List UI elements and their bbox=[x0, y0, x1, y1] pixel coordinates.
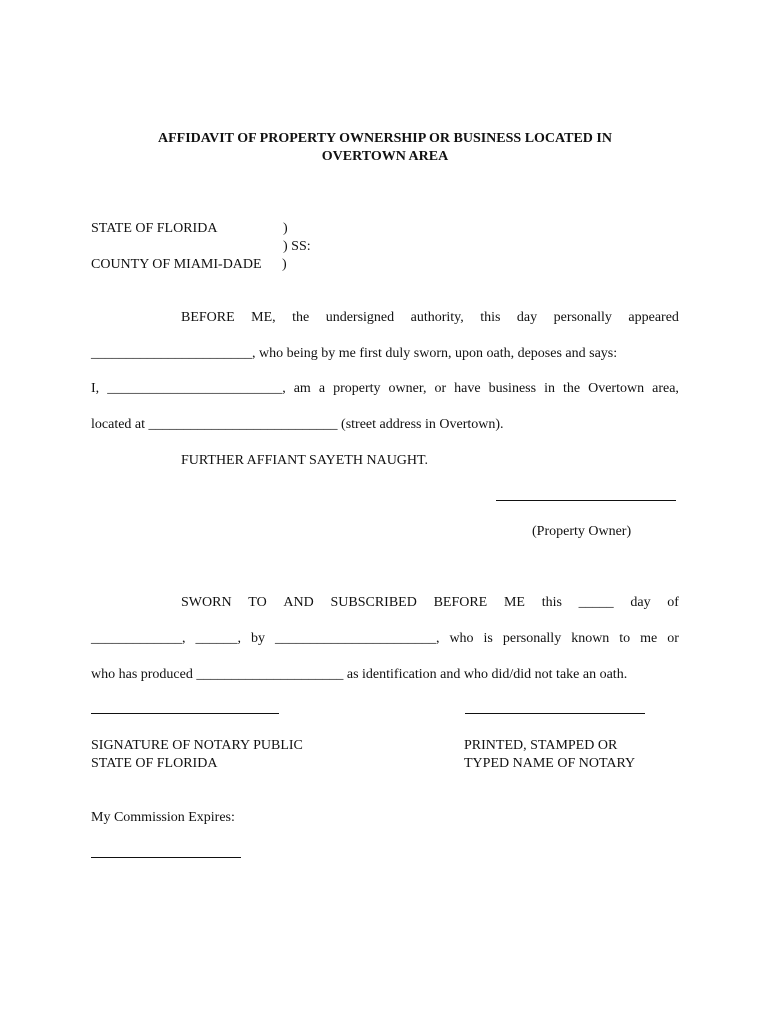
justified-word: who bbox=[449, 631, 474, 646]
sworn-line3 bbox=[91, 666, 627, 684]
para2-line2-suffix: (street address in Overtown). bbox=[341, 417, 504, 432]
venue-paren: ) bbox=[283, 221, 288, 236]
justified-word: personally bbox=[502, 631, 562, 646]
para1-line2 bbox=[91, 345, 617, 363]
sworn-line2 bbox=[91, 631, 679, 647]
justified-word: the bbox=[292, 310, 310, 325]
blank-field[interactable]: _______________________, bbox=[274, 631, 440, 646]
notary-name-label-2: TYPED NAME OF NOTARY bbox=[464, 756, 636, 771]
blank-field[interactable]: ______, bbox=[195, 631, 241, 646]
justified-word: , bbox=[282, 381, 286, 396]
justified-word: area, bbox=[652, 381, 679, 396]
justified-word: personally bbox=[553, 310, 612, 325]
venue-paren: ) bbox=[282, 257, 287, 272]
justified-word: of bbox=[667, 595, 679, 610]
identification-blank[interactable]: _____________________ bbox=[196, 667, 344, 682]
venue-ss: ) SS: bbox=[283, 239, 311, 254]
justified-word: ME bbox=[503, 595, 525, 610]
justified-word: in bbox=[544, 381, 555, 396]
justified-word: me bbox=[640, 631, 658, 646]
blank-field[interactable]: _____________, bbox=[91, 631, 186, 646]
sworn-line3-prefix: who has produced bbox=[91, 667, 193, 682]
justified-word: day bbox=[516, 310, 538, 325]
justified-word: property bbox=[333, 381, 381, 396]
justified-word: the bbox=[562, 381, 581, 396]
justified-word: undersigned bbox=[325, 310, 395, 325]
owner-signature-line[interactable] bbox=[496, 500, 676, 501]
document-title-line-2: OVERTOWN AREA bbox=[321, 149, 449, 164]
venue-county: COUNTY OF MIAMI-DADE bbox=[91, 257, 262, 272]
justified-word: am bbox=[293, 381, 311, 396]
justified-word: TO bbox=[248, 595, 267, 610]
justified-word: SUBSCRIBED bbox=[330, 595, 417, 610]
justified-word: known bbox=[571, 631, 610, 646]
justified-word: Overtown bbox=[588, 381, 645, 396]
owner-label: (Property Owner) bbox=[532, 524, 632, 539]
justified-word: by bbox=[250, 631, 265, 646]
para2-line1 bbox=[91, 381, 679, 397]
justified-word: ME, bbox=[251, 310, 276, 325]
justified-word: authority, bbox=[410, 310, 464, 325]
justified-word: business bbox=[488, 381, 537, 396]
notary-signature-line[interactable] bbox=[91, 713, 279, 714]
justified-word: SWORN bbox=[181, 595, 232, 610]
justified-word: is bbox=[483, 631, 493, 646]
notary-name-label-1: PRINTED, STAMPED OR bbox=[464, 738, 618, 753]
justified-word: or bbox=[667, 631, 679, 646]
para2-line2 bbox=[91, 416, 504, 434]
justified-word: have bbox=[454, 381, 481, 396]
justified-word: this bbox=[480, 310, 501, 325]
affiant-name-blank[interactable]: _______________________ bbox=[91, 346, 252, 361]
justified-word: appeared bbox=[628, 310, 679, 325]
justified-word: to bbox=[619, 631, 631, 646]
blank-field[interactable]: _____ bbox=[578, 595, 614, 610]
notary-signature-label-2: STATE OF FLORIDA bbox=[91, 756, 218, 771]
justified-word: a bbox=[318, 381, 326, 396]
notary-name-line[interactable] bbox=[465, 713, 645, 714]
justified-word: BEFORE bbox=[181, 310, 235, 325]
notary-signature-label-1: SIGNATURE OF NOTARY PUBLIC bbox=[91, 738, 303, 753]
document-title-line-1: AFFIDAVIT OF PROPERTY OWNERSHIP OR BUSINESS LOCATED IN bbox=[158, 131, 612, 146]
justified-word: day bbox=[630, 595, 651, 610]
para1-line2-text: , who being by me first duly sworn, upon oath, deposes and says: bbox=[252, 346, 618, 361]
para2-line1-prefix: I, bbox=[91, 381, 100, 396]
venue-state: STATE OF FLORIDA bbox=[91, 221, 218, 236]
commission-expires-line[interactable] bbox=[91, 857, 241, 858]
owner-name-blank[interactable]: _________________________, bbox=[107, 381, 286, 396]
justified-word: this bbox=[541, 595, 562, 610]
street-address-blank[interactable]: ___________________________ bbox=[148, 417, 338, 432]
further-affiant: FURTHER AFFIANT SAYETH NAUGHT. bbox=[181, 453, 429, 468]
justified-word: or bbox=[434, 381, 447, 396]
justified-word: BEFORE bbox=[433, 595, 488, 610]
justified-word: owner, bbox=[388, 381, 427, 396]
commission-expires-label: My Commission Expires: bbox=[91, 810, 235, 825]
justified-word: AND bbox=[283, 595, 314, 610]
para1-line1 bbox=[181, 310, 679, 326]
sworn-line1 bbox=[181, 595, 679, 611]
para2-line2-prefix: located at bbox=[91, 417, 146, 432]
sworn-line3-suffix: as identification and who did/did not take an oath. bbox=[346, 667, 628, 682]
